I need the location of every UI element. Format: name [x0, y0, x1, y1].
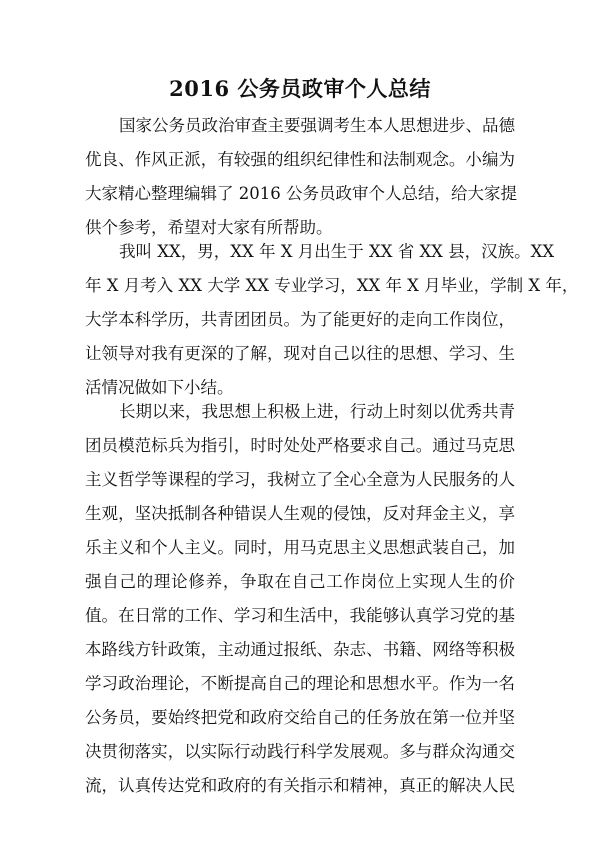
paragraph-line: 流，认真传达党和政府的有关指示和精神，真正的解决人民: [85, 776, 515, 795]
paragraph-line: 大家精心整理编辑了 2016 公务员政审个人总结，给大家提: [85, 184, 517, 203]
paragraph-line: 国家公务员政治审查主要强调考生本人思想进步、品德: [119, 116, 515, 135]
paragraph-line: 活情况做如下小结。: [85, 378, 234, 397]
paragraph-line: 公务员，要始终把党和政府交给自己的任务放在第一位并坚: [85, 708, 515, 727]
paragraph-line: 学习政治理论，不断提高自己的理论和思想水平。作为一名: [85, 674, 515, 693]
paragraph-line: 主义哲学等课程的学习，我树立了全心全意为人民服务的人: [85, 470, 515, 489]
paragraph-intro: [85, 109, 515, 245]
document-title: 2016 公务员政审个人总结: [169, 76, 431, 101]
paragraph-line: 决贯彻落实，以实际行动践行科学发展观。多与群众沟通交: [85, 742, 515, 761]
paragraph-line: 值。在日常的工作、学习和生活中，我能够认真学习党的基: [85, 606, 515, 625]
paragraph-thought-summary: [85, 395, 515, 803]
paragraph-line: 供个参考，希望对大家有所帮助。: [85, 218, 333, 237]
paragraph-line: 团员模范标兵为指引，时时处处严格要求自己。通过马克思: [85, 436, 515, 455]
paragraph-line: 乐主义和个人主义。同时，用马克思主义思想武装自己，加: [85, 538, 515, 557]
paragraph-line: 生观，坚决抵制各种错误人生观的侵蚀，反对拜金主义，享: [85, 504, 515, 523]
paragraph-line: 年 X 月考入 XX 大学 XX 专业学习，XX 年 X 月毕业，学制 X 年，: [85, 276, 579, 295]
paragraph-line: 强自己的理论修养，争取在自己工作岗位上实现人生的价: [85, 572, 515, 591]
paragraph-line: 大学本科学历，共青团团员。为了能更好的走向工作岗位，: [85, 310, 515, 329]
paragraph-line: 本路线方针政策，主动通过报纸、杂志、书籍、网络等积极: [85, 640, 515, 659]
paragraph-line: 让领导对我有更深的了解，现对自己以往的思想、学习、生: [85, 344, 515, 363]
paragraph-line: 优良、作风正派，有较强的组织纪律性和法制观念。小编为: [85, 150, 515, 169]
paragraph-personal-info: [85, 235, 579, 405]
paragraph-line: 长期以来，我思想上积极上进，行动上时刻以优秀共青: [119, 402, 515, 421]
paragraph-line: 我叫 XX，男，XX 年 X 月出生于 XX 省 XX 县，汉族。XX: [119, 242, 555, 261]
